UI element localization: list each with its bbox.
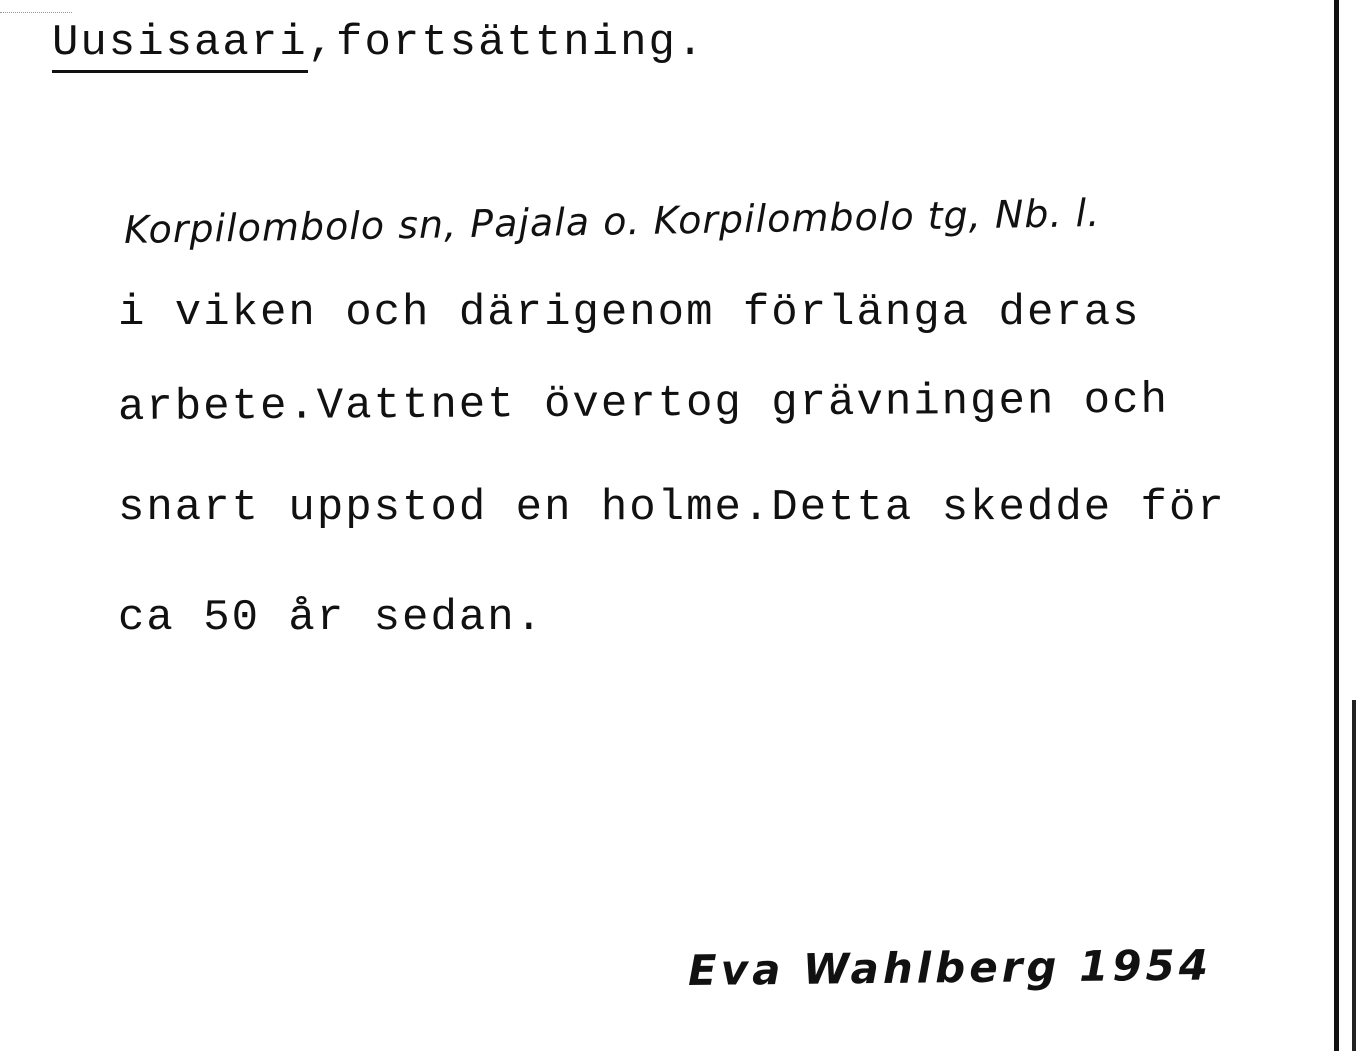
text-line-3: snart uppstod en holme.Detta skedde för [118, 483, 1226, 533]
scan-mark [0, 12, 72, 15]
text-line-2: arbete.Vattnet övertog grävningen och [117, 375, 1170, 433]
text-line-1: i viken och därigenom förlänga deras [118, 288, 1141, 338]
signature-stamp: Eva Wahlberg 1954 [687, 940, 1213, 995]
title-suffix: ,fortsättning. [307, 18, 706, 68]
place-name: Uusisaari [52, 18, 308, 73]
card-right-border [1334, 0, 1339, 1051]
location-heading: Korpilombolo sn, Pajala o. Korpilombolo tg, Nb. l. [123, 190, 1101, 252]
card-edge-shadow [1352, 700, 1356, 1051]
text-line-4: ca 50 år sedan. [118, 593, 545, 643]
card-title [52, 18, 705, 68]
